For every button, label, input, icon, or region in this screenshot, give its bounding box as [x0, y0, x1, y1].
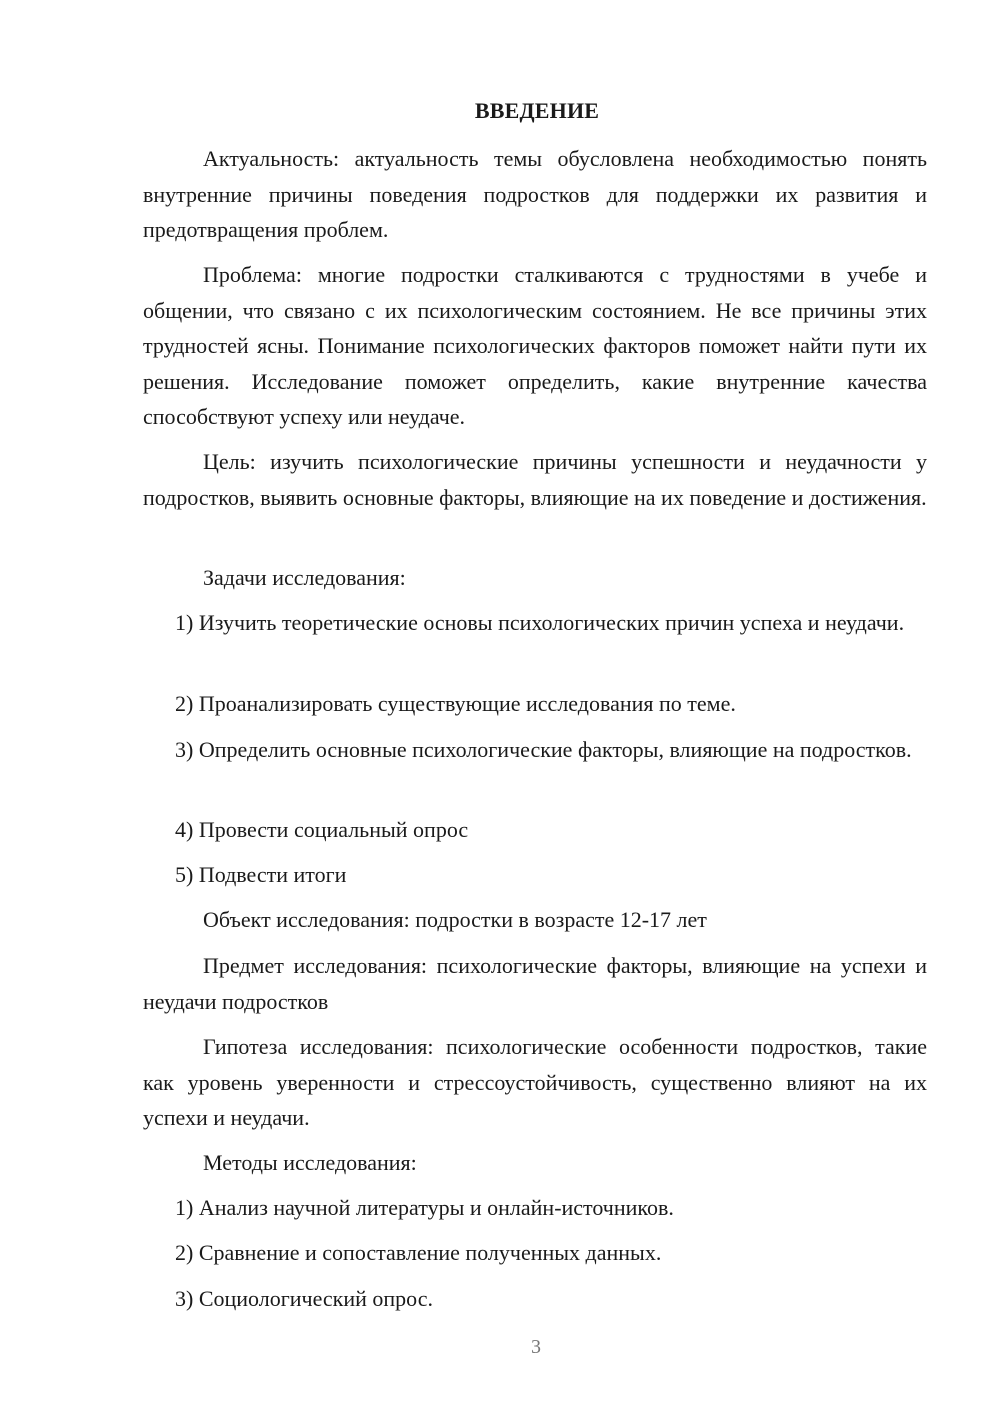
page-number: 3	[531, 1336, 541, 1358]
section-heading: ВВЕДЕНИЕ	[474, 98, 600, 123]
method-item-3: 3) Социологический опрос.	[175, 1286, 433, 1311]
paragraph-hypothesis: Гипотеза исследования: психологические особенности подростков, такие как уровень уверенности и стрессоустойчивость, существенно влияют на их успехи и неудачи.	[143, 1034, 927, 1131]
paragraph-problem: Проблема: многие подростки сталкиваются с трудностями в учебе и общении, что связано с их психологическим состоянием. Не все причины этих трудностей ясны. Понимание психологических факторов поможет найти пути их решения. Исследование поможет определить, какие внутренние качества способствуют успеху или неудаче.	[143, 262, 927, 430]
task-item-2: 2) Проанализировать существующие исследования по теме.	[175, 691, 736, 716]
method-item-2: 2) Сравнение и сопоставление полученных данных.	[175, 1240, 662, 1265]
task-item-1: 1) Изучить теоретические основы психологических причин успеха и неудачи.	[175, 610, 905, 635]
paragraph-methods-title: Методы исследования:	[203, 1150, 417, 1175]
paragraph-object: Объект исследования: подростки в возрасте 12-17 лет	[203, 907, 707, 932]
task-item-4: 4) Провести социальный опрос	[175, 817, 469, 842]
paragraph-goal: Цель: изучить психологические причины успешности и неудачности у подростков, выявить основные факторы, влияющие на их поведение и достижения.	[143, 449, 927, 510]
task-item-3: 3) Определить основные психологические факторы, влияющие на подростков.	[175, 737, 912, 762]
paragraph-subject: Предмет исследования: психологические факторы, влияющие на успехи и неудачи подростков	[143, 953, 927, 1014]
paragraph-tasks-title: Задачи исследования:	[203, 565, 406, 590]
paragraph-relevance: Актуальность: актуальность темы обусловлена необходимостью понять внутренние причины поведения подростков для поддержки их развития и предотвращения проблем.	[143, 146, 927, 243]
task-item-5: 5) Подвести итоги	[175, 862, 347, 887]
method-item-1: 1) Анализ научной литературы и онлайн-источников.	[175, 1195, 674, 1220]
